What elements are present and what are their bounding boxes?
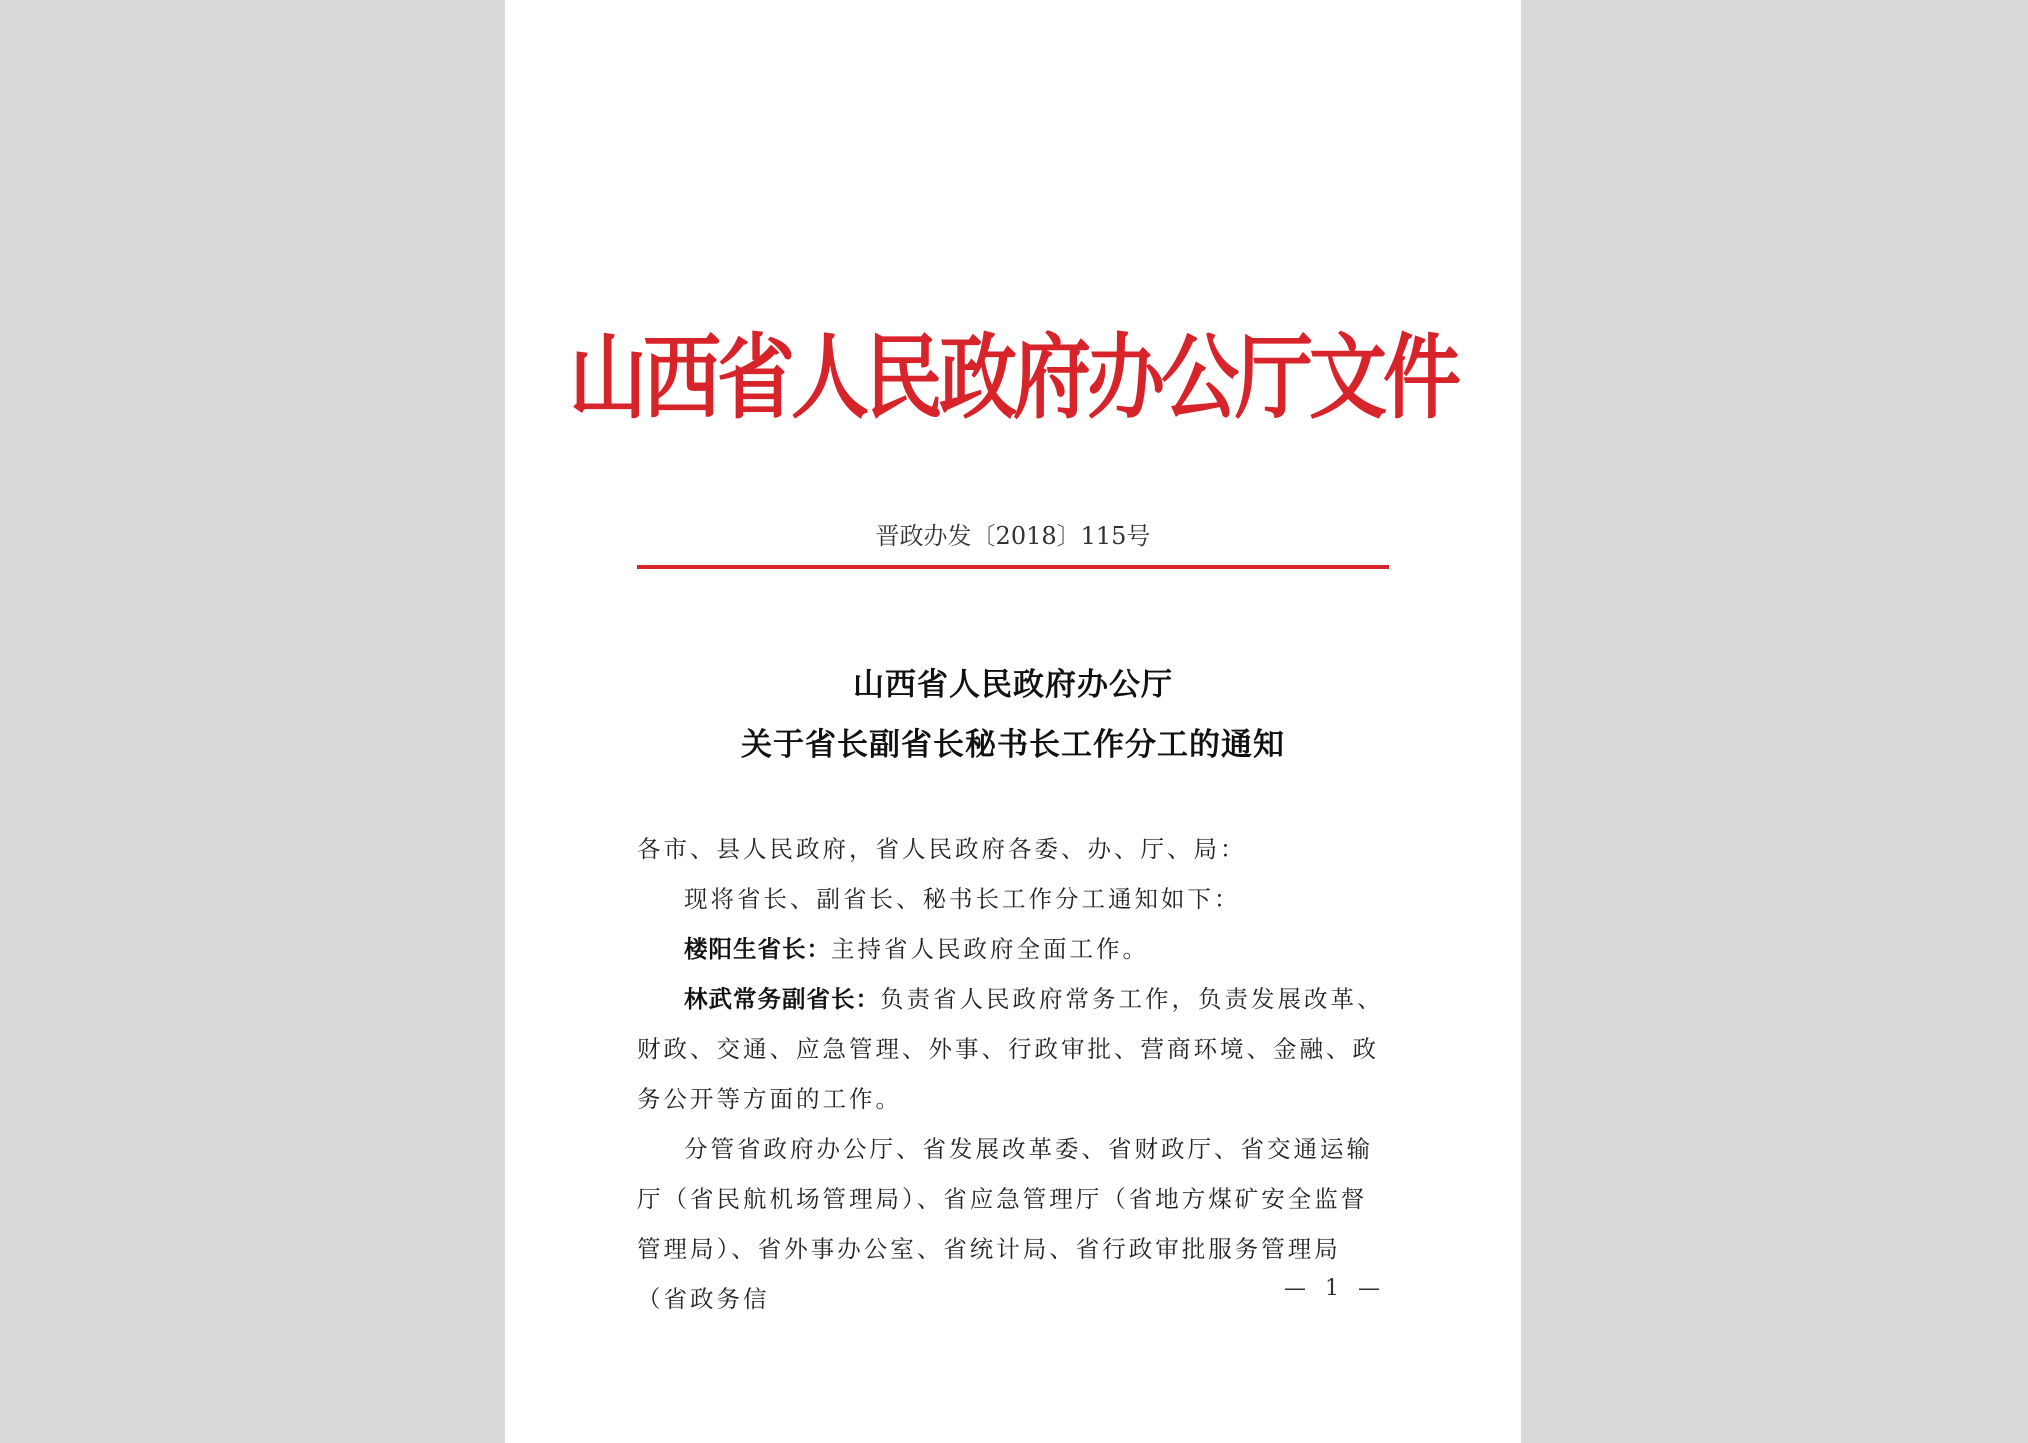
executive-vice-governor-name-title: 林武常务副省长： <box>684 985 880 1013</box>
salutation: 各市、县人民政府，省人民政府各委、办、厅、局： <box>637 835 1247 863</box>
executive-vice-governor-paragraph <box>637 974 1389 1124</box>
oversight-paragraph: 分管省政府办公厅、省发展改革委、省财政厅、省交通运输厅（省民航机场管理局）、省应急管理厅（省地方煤矿安全监督管理局）、省外事办公室、省统计局、省行政审批服务管理局（省政务信 <box>637 1135 1373 1313</box>
governor-duties: 主持省人民政府全面工作。 <box>831 935 1149 963</box>
masthead-title: 山西省人民政府办公厅文件 <box>568 324 1457 433</box>
red-divider-line <box>637 565 1389 569</box>
governor-paragraph <box>637 924 1389 974</box>
intro-paragraph: 现将省长、副省长、秘书长工作分工通知如下： <box>684 885 1241 913</box>
page-number: — 1 — <box>1284 1276 1386 1301</box>
notice-title-line2: 关于省长副省长秘书长工作分工的通知 <box>741 727 1285 763</box>
governor-name-title: 楼阳生省长： <box>684 935 831 963</box>
executive-vice-governor-duties: 负责省人民政府常务工作，负责发展改革、财政、交通、应急管理、外事、行政审批、营商环境、金融、政务公开等方面的工作。 <box>637 985 1384 1113</box>
document-page <box>505 0 1521 1443</box>
document-number: 晋政办发〔2018〕115号 <box>875 522 1151 550</box>
notice-title-line1: 山西省人民政府办公厅 <box>853 667 1173 703</box>
